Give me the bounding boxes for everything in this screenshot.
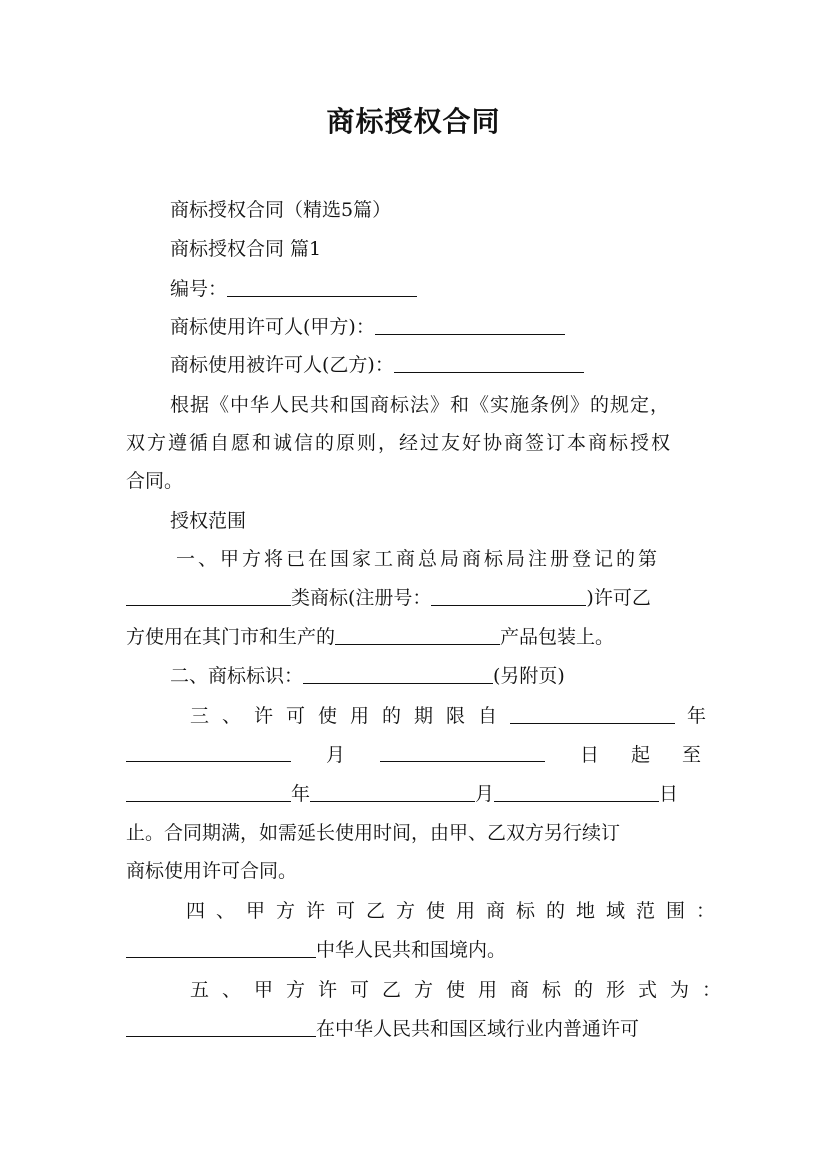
class-blank	[126, 584, 291, 606]
start-year-label: 年	[687, 705, 707, 727]
clause4-line-2	[126, 935, 701, 965]
clause1-line-3-tail: 产品包装上。	[500, 626, 615, 648]
licensor-field	[170, 312, 701, 342]
licensor-label: 商标使用许可人(甲方)：	[170, 316, 375, 338]
start-month-label: 月	[325, 744, 345, 766]
document-subtitle: 商标授权合同（精选5篇）	[170, 199, 392, 221]
licensee-blank	[394, 351, 584, 373]
licensor-blank	[375, 313, 565, 335]
clause5-line-2	[126, 1014, 701, 1044]
clause1-line-1: 一、甲方将已在国家工商总局商标局注册登记的第	[176, 548, 661, 570]
class-close-text: )许可乙	[586, 587, 651, 609]
logo-blank	[303, 662, 493, 684]
end-day-label: 日	[659, 783, 679, 805]
start-day-label: 日起至	[579, 744, 733, 766]
end-month-blank	[310, 780, 475, 802]
clause5-tail: 在中华人民共和国区域行业内普通许可	[316, 1018, 640, 1040]
preamble-line-1: 根据《中华人民共和国商标法》和《实施条例》的规定，	[170, 394, 671, 416]
licensee-field	[170, 350, 701, 380]
start-year-blank	[510, 702, 675, 724]
piece-heading: 商标授权合同 篇1	[170, 238, 322, 260]
number-field	[170, 274, 701, 304]
section-heading: 授权范围	[170, 510, 247, 532]
clause4-line-1: 四、甲方许可乙方使用商标的地域范围：	[186, 900, 727, 922]
clause3-line-1	[190, 701, 707, 731]
clause1-line-3-text: 方使用在其门市和生产的	[126, 626, 336, 648]
clause5-line-1: 五、甲方许可乙方使用商标的形式为：	[190, 979, 735, 1001]
clause2-text: 二、商标标识：	[170, 665, 304, 687]
end-year-label: 年	[291, 783, 311, 805]
clause3-line-2	[126, 740, 733, 770]
clause1-line-2	[126, 583, 701, 613]
reg-number-blank	[431, 584, 586, 606]
number-blank	[227, 275, 417, 297]
product-blank	[335, 623, 500, 645]
preamble-line-2: 双方遵循自愿和诚信的原则，经过友好协商签订本商标授权	[126, 432, 673, 454]
territory-blank	[126, 936, 316, 958]
licensee-label: 商标使用被许可人(乙方)：	[170, 354, 394, 376]
clause2	[170, 661, 701, 691]
end-day-blank	[494, 780, 659, 802]
clause4-tail: 中华人民共和国境内。	[316, 939, 507, 961]
clause3-line-4: 止。合同期满，如需延长使用时间，由甲、乙双方另行续订	[126, 822, 621, 844]
end-month-label: 月	[475, 783, 495, 805]
preamble-line-3: 合同。	[126, 470, 184, 492]
license-form-blank	[126, 1015, 316, 1037]
clause2-suffix: (另附页)	[493, 665, 565, 687]
class-text: 类商标(注册号：	[291, 587, 432, 609]
clause3-lead: 三、许可使用的期限自	[190, 705, 511, 727]
clause3-line-3	[126, 779, 701, 809]
start-month-blank-a	[126, 740, 291, 762]
clause1-line-3	[126, 622, 701, 652]
page-title: 商标授权合同	[326, 105, 501, 138]
start-day-blank	[380, 740, 545, 762]
clause3-line-5: 商标使用许可合同。	[126, 860, 298, 882]
end-year-blank	[126, 780, 291, 802]
number-label: 编号：	[170, 278, 228, 300]
